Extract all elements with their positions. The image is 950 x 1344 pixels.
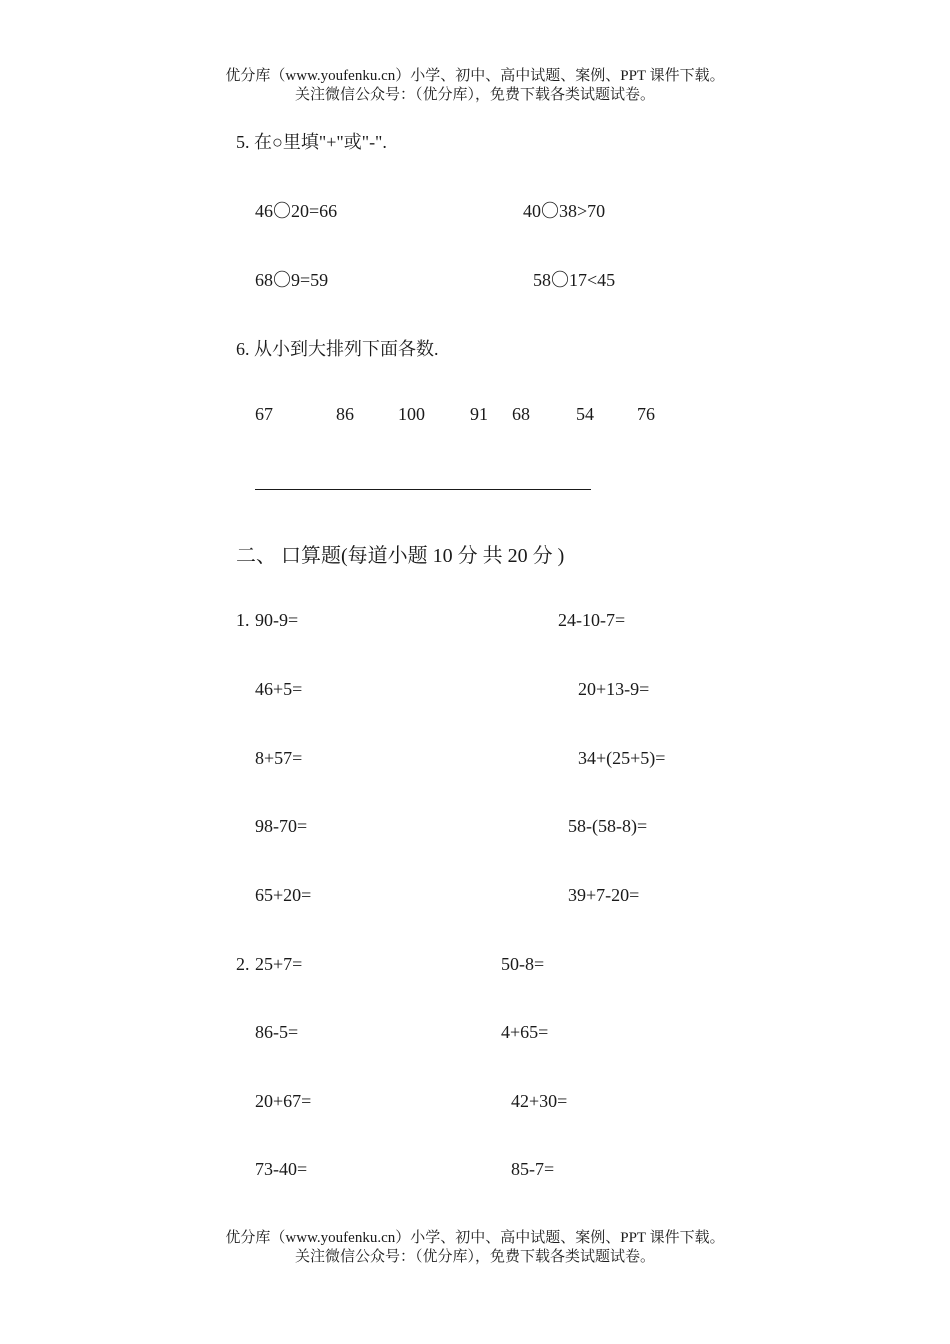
answer-line: [255, 489, 591, 490]
p1-right-item: 34+(25+5)=: [578, 748, 666, 768]
q5-item: 40〇38>70: [523, 201, 606, 221]
p1-left-item: 65+20=: [255, 885, 312, 905]
p2-left-item: 73-40=: [255, 1159, 308, 1179]
q5-item: 68〇9=59: [255, 270, 329, 290]
p1-left-item: 46+5=: [255, 679, 303, 699]
footer-line-1: 优分库（www.youfenku.cn）小学、初中、高中试题、案例、PPT 课件下载。: [225, 1230, 725, 1246]
q6-number: 86: [336, 404, 354, 424]
question-5-title: 5. 在○里填"+"或"-".: [236, 132, 387, 152]
p1-right-item: 58-(58-8)=: [568, 816, 648, 836]
q5-item: 46〇20=66: [255, 201, 338, 221]
q6-number: 67: [255, 404, 273, 424]
q6-number: 54: [576, 404, 594, 424]
p1-left-item: 8+57=: [255, 748, 303, 768]
question-6-title: 6. 从小到大排列下面各数.: [236, 339, 439, 359]
p2-right-item: 85-7=: [511, 1159, 555, 1179]
p1-right-item: 20+13-9=: [578, 679, 650, 699]
header-line-2: 关注微信公众号：（优分库），免费下载各类试题试卷。: [294, 87, 655, 103]
q5-item: 58〇17<45: [533, 270, 616, 290]
q6-number: 100: [398, 404, 425, 424]
p1-left-item: 90-9=: [255, 610, 299, 630]
part-2-label: 2.: [236, 954, 250, 974]
q6-number: 68: [512, 404, 530, 424]
q6-number: 76: [637, 404, 655, 424]
section-2-title: 二、 口算题(每道小题 10 分 共 20 分 ): [236, 545, 565, 567]
p2-left-item: 86-5=: [255, 1022, 299, 1042]
p2-right-item: 50-8=: [501, 954, 545, 974]
q6-number: 91: [470, 404, 488, 424]
p1-right-item: 39+7-20=: [568, 885, 640, 905]
p1-right-item: 24-10-7=: [558, 610, 626, 630]
footer-line-2: 关注微信公众号：（优分库），免费下载各类试题试卷。: [294, 1249, 655, 1265]
part-1-label: 1.: [236, 610, 250, 630]
p2-left-item: 20+67=: [255, 1091, 312, 1111]
p2-right-item: 4+65=: [501, 1022, 549, 1042]
header-line-1: 优分库（www.youfenku.cn）小学、初中、高中试题、案例、PPT 课件下载。: [225, 68, 725, 84]
p2-left-item: 25+7=: [255, 954, 303, 974]
p1-left-item: 98-70=: [255, 816, 308, 836]
p2-right-item: 42+30=: [511, 1091, 568, 1111]
